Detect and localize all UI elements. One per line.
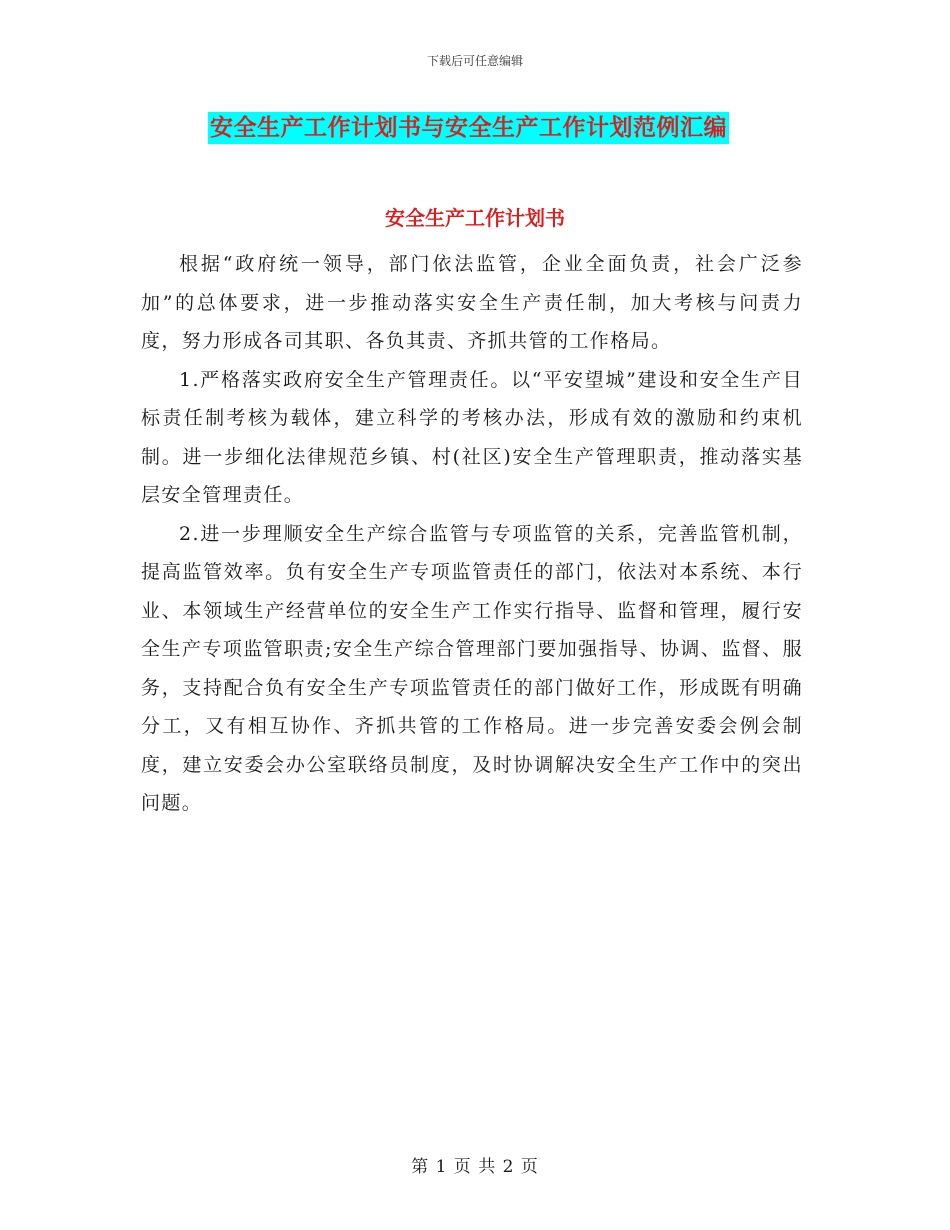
document-body: [141, 245, 803, 823]
paragraph-item-2: 2.进一步理顺安全生产综合监管与专项监管的关系，完善监管机制，提高监管效率。负有安全生产专项监管责任的部门，依法对本系统、本行业、本领域生产经营单位的安全生产工作实行指导、监督和管理，履行安全生产专项监管职责;安全生产综合管理部门要加强指导、协调、监督、服务，支持配合负有安全生产专项监管责任的部门做好工作，形成既有明确分工，又有相互协作、齐抓共管的工作格局。进一步完善安委会例会制度，建立安委会办公室联络员制度，及时协调解决安全生产工作中的突出问题。: [141, 522, 803, 814]
paragraph-intro: 根据“政府统一领导，部门依法监管，企业全面负责，社会广泛参加”的总体要求，进一步推动落实安全生产责任制，加大考核与问责力度，努力形成各司其职、各负其责、齐抓共管的工作格局。: [141, 253, 803, 352]
footer-middle: 页 共: [453, 1157, 497, 1177]
header-note: 下载后可任意编辑: [426, 54, 523, 68]
page-footer: [0, 1152, 950, 1177]
paragraph-item-1: 1.严格落实政府安全生产管理责任。以“平安望城”建设和安全生产目标责任制考核为载体，建立科学的考核办法，形成有效的激励和约束机制。进一步细化法律规范乡镇、村(社区)安全生产管理职责，推动落实基层安全管理责任。: [141, 368, 803, 506]
footer-suffix: 页: [520, 1157, 539, 1177]
footer-current-page: 1: [435, 1157, 448, 1177]
footer-total-pages: 2: [502, 1157, 515, 1177]
footer-prefix: 第: [411, 1157, 430, 1177]
main-title: 安全生产工作计划书与安全生产工作计划范例汇编: [208, 112, 729, 144]
section-title: 安全生产工作计划书: [385, 206, 565, 230]
